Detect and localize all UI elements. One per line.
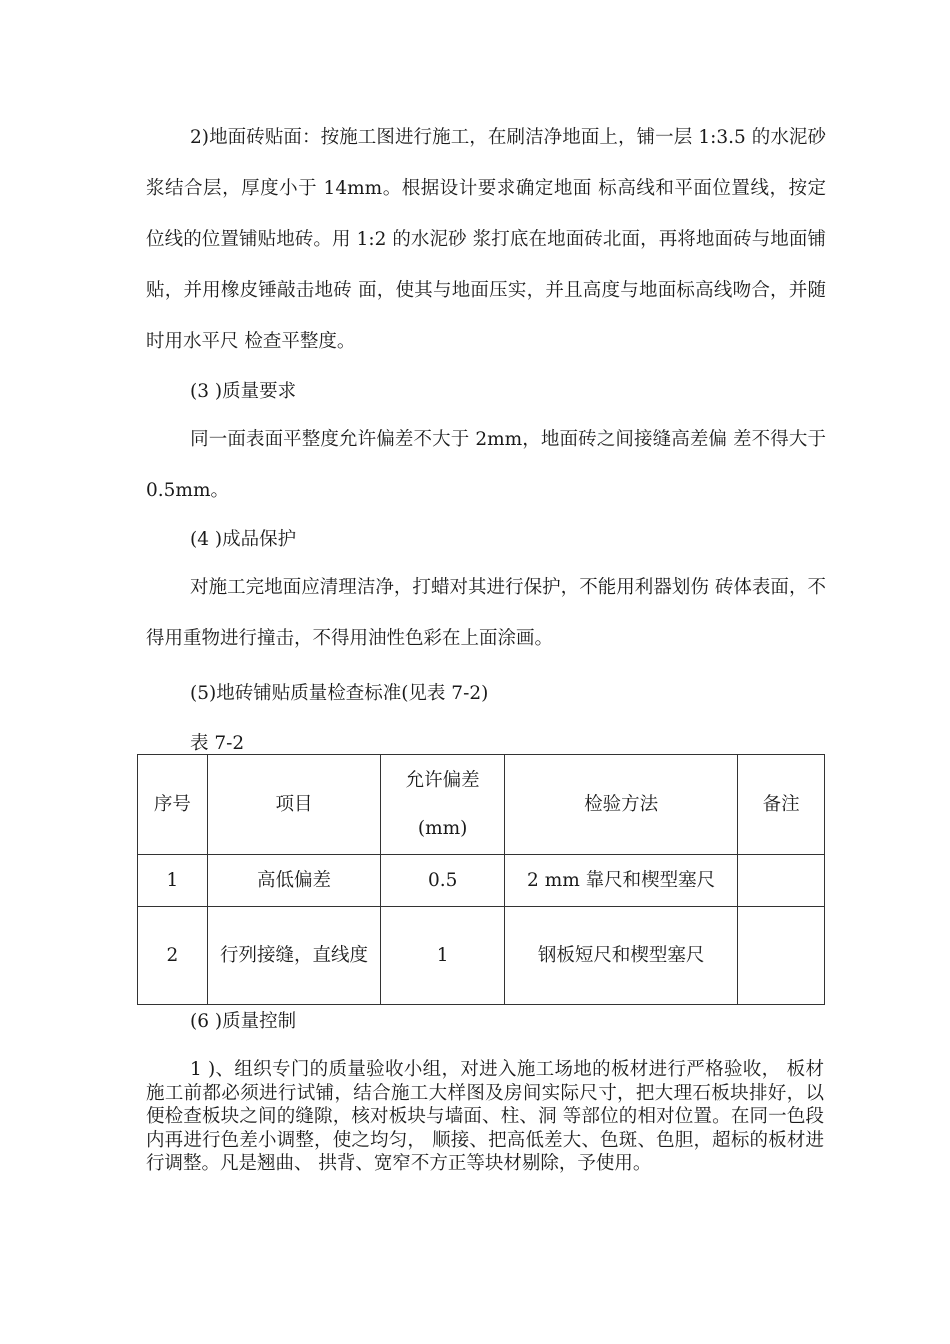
cell-index: 2 [138,907,208,1005]
cell-method: 2 mm 靠尺和楔型塞尺 [505,855,738,907]
table-header-row [138,755,825,855]
header-method: 检验方法 [505,755,738,855]
paragraph-quality-control: 1 )、组织专门的质量验收小组，对进入施工场地的板材进行严格验收， 板材施工前都必须进行试铺，结合施工大样图及房间实际尺寸，把大理石板块排好，以便检查板块之间的缝隙，核对板块与墙面、柱、洞 等部位的相对位置。在同一色段内再进行色差小调整，使之均匀， 顺接、把高低差大、色斑、色胆，超标的板材进行调整。凡是翘曲、 拱背、宽窄不方正等块材剔除，予使用。 [146,1059,824,1175]
header-index: 序号 [138,755,208,855]
paragraph-product-protection: 对施工完地面应清理洁净，打蜡对其进行保护，不能用利器划伤 砖体表面，不得用重物进行撞击，不得用油性色彩在上面涂画。 [146,577,826,649]
paragraph-quality-requirements: 同一面表面平整度允许偏差不大于 2mm，地面砖之间接缝高差偏 差不得大于 0.5mm。 [146,429,826,501]
cell-item: 行列接缝，直线度 [207,907,380,1005]
cell-method: 钢板短尺和楔型塞尺 [505,907,738,1005]
section-heading-product-protection: (4 )成品保护 [190,529,297,550]
cell-tolerance: 0.5 [381,855,505,907]
cell-note [738,907,825,1005]
cell-tolerance: 1 [381,907,505,1005]
header-item: 项目 [207,755,380,855]
section-heading-quality-control: (6 )质量控制 [190,1011,297,1032]
section-heading-quality-requirements: (3 )质量要求 [190,381,297,402]
table-row [138,907,825,1005]
table-caption: 表 7-2 [190,733,245,754]
paragraph-floor-tiling: 2)地面砖贴面：按施工图进行施工，在刷洁净地面上，铺一层 1:3.5 的水泥砂浆结合层，厚度小于 14mm。根据设计要求确定地面 标高线和平面位置线，按定位线的位置铺贴地砖。用 1:2 的水泥砂 浆打底在地面砖北面，再将地面砖与地面铺贴，并用橡皮锤敲击地砖 面，使其与地面压实，并且高度与地面标高线吻合，并随时用水平尺 检查平整度。 [146,127,826,352]
header-note: 备注 [738,755,825,855]
table-row [138,855,825,907]
inspection-standard-table [137,754,825,1005]
header-tolerance: 允许偏差 (mm) [381,755,505,855]
section-heading-inspection-standard: (5)地砖铺贴质量检查标准(见表 7-2) [190,683,489,704]
cell-index: 1 [138,855,208,907]
cell-note [738,855,825,907]
cell-item: 高低偏差 [207,855,380,907]
